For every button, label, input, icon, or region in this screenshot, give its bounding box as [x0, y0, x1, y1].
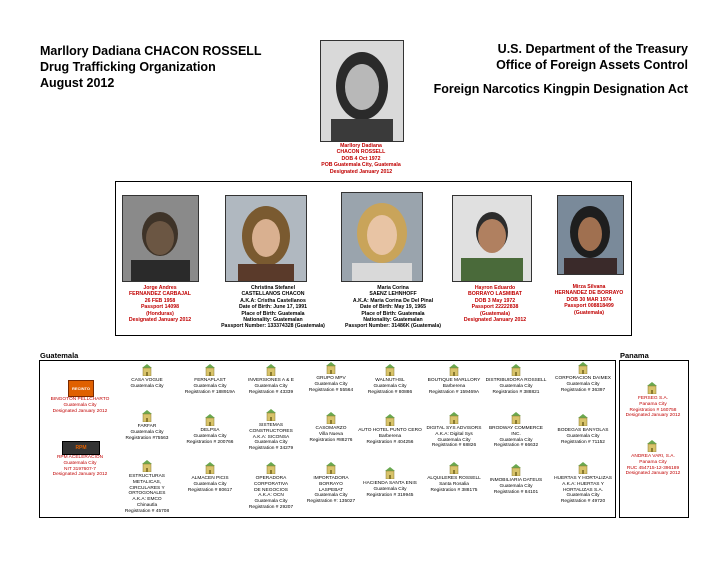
header-title: Marllory Dadiana CHACON ROSSELL — [40, 44, 262, 58]
company-text-line: RUC 454715-12-396189 — [626, 465, 680, 471]
company-text-line: FERNAPLAST — [194, 378, 226, 383]
associate-photo-1 — [122, 195, 199, 282]
company-text-line: Registration # 84101 — [493, 489, 539, 495]
associate-caption-2: Christina Stefanel CASTELLANOS CHACON A.K.A: Cristha Castellanos Date of Birth: June 17, 1991 Place of Birth: Guatemala Nationality: Guatemalan Passport Number: 133374328 (Guatemala) — [221, 285, 325, 330]
building-icon — [326, 462, 336, 474]
building-icon — [449, 412, 459, 424]
company-andrea-vari — [619, 454, 687, 477]
company-text-line: A.K.A: Digital Sys — [435, 431, 473, 437]
company-text-line: Guatemala City — [130, 383, 164, 389]
company-sistemas-constructores — [239, 423, 303, 452]
company-text-line: Registration # 80886 — [367, 389, 413, 395]
company-delpsa — [178, 428, 242, 445]
building-icon — [578, 362, 588, 374]
company-text-line: DELPSA — [200, 428, 220, 433]
company-text-line: DISTRIBUIDORA ROSSELL — [485, 378, 547, 383]
company-text-line: Registration # 71152 — [561, 439, 605, 445]
company-text-line: Guatemala City — [566, 493, 600, 499]
company-text-line: Guatemala City — [314, 381, 348, 387]
associate-caption-5: Mirza Silvana HERNANDEZ DE BORRAYO DOB 30 MAR 1974 Passport 008818499 (Guatemala) — [554, 284, 624, 316]
header-subtitle: Drug Trafficking Organization — [40, 60, 216, 74]
company-text-line: Registration # 55564 — [308, 387, 354, 393]
company-text-line: BRODWAY COMMERCE — [488, 426, 543, 431]
building-icon — [142, 364, 152, 376]
company-text-line: CIRCULARES Y — [129, 485, 165, 491]
building-icon — [511, 464, 521, 476]
header-left — [40, 43, 280, 91]
company-text-line: ESTRUCTURAS METALICAS, — [129, 474, 165, 485]
company-text-line: Guatemala City — [373, 383, 407, 389]
company-text-line: ANDREA VARI, S.A. — [631, 454, 675, 459]
company-text-line: HUERTAS Y HORTALIZAS — [554, 476, 612, 481]
company-text-line: Registration # 45708 — [124, 508, 170, 514]
company-text-line: Designated January 2012 — [52, 408, 108, 414]
building-icon — [449, 364, 459, 376]
company-text-line: Panama City — [639, 459, 667, 465]
company-text-line: Guatemala City — [437, 437, 471, 443]
company-text-line: BINGOTON PELLCHARTO — [50, 397, 110, 402]
company-text-line: Designated January 2012 — [625, 413, 681, 419]
company-text-line: GRUPO MPV — [316, 376, 346, 381]
company-huertas-hortalizas — [551, 476, 615, 505]
company-text-line: Registration # 404256 — [366, 439, 414, 445]
company-text-line: Registration # 29207 — [248, 504, 294, 510]
associate-caption-4: Hayron Eduardo BORRAYO LASMIBAT DOB 3 May 1972 Passport 22222838 (Guatemala) Designated January 2012 — [463, 285, 527, 324]
company-text-line: INVERSIONES A & E — [248, 378, 294, 383]
company-text-line: FERSEG S.A. — [637, 396, 669, 401]
company-brodway-commerce — [484, 426, 548, 449]
company-text-line: Registration # 34279 — [248, 446, 294, 452]
building-icon — [266, 364, 276, 376]
associate-caption-3: Maria Corina SAENZ LEHNHOFF A.K.A: Maria Corina De Del Pinal Date of Birth: May 19, 1965 Place of Birth: Guatemala Nationality: Guatemalan Passport Number: 31486K (Guatemala) — [344, 285, 441, 330]
company-text-line: A.K.A: HUERTAS Y — [562, 481, 604, 487]
principal-photo — [320, 40, 404, 142]
company-text-line: Panama City — [639, 401, 667, 407]
building-icon — [647, 382, 657, 394]
company-text-line: NIT 3197607-7 — [64, 466, 96, 472]
associate-photo-5 — [557, 195, 624, 275]
company-text-line: Registration #75563 — [125, 435, 169, 441]
company-grupo-mpv — [299, 376, 363, 393]
building-icon — [205, 462, 215, 474]
office-name: Office of Foreign Assets Control — [496, 58, 688, 72]
company-text-line: A.K.A: EMCO — [132, 497, 162, 503]
company-text-line: WALNUTHSL — [375, 378, 405, 383]
company-text-line: BORRAYO — [319, 481, 343, 487]
company-text-line: CORPORATIVA — [253, 481, 289, 487]
company-text-line: CASA VOGUE — [131, 378, 163, 383]
company-text-line: Chinautla — [136, 502, 158, 508]
company-text-line: Registration # 36397 — [560, 387, 606, 393]
company-text-line: Registration # 49720 — [560, 499, 606, 505]
building-icon — [205, 364, 215, 376]
building-icon — [511, 364, 521, 376]
building-icon — [511, 412, 521, 424]
company-importadora-borrayo — [299, 476, 363, 505]
company-text-line: RPM ACELERACION — [56, 455, 104, 460]
company-text-line: Guatemala City — [499, 383, 533, 389]
company-inmobiliaria-dateus — [484, 478, 548, 495]
company-text-line: BODEGAS BANYOLAS — [557, 428, 609, 433]
company-text-line: Registration # 80617 — [187, 487, 233, 493]
building-icon — [385, 364, 395, 376]
company-text-line: IMPORTADORA — [313, 476, 349, 481]
agency-name: U.S. Department of the Treasury — [497, 42, 688, 56]
company-text-line: ORTOGONALES — [128, 491, 166, 497]
company-text-line: AUTO HOTEL PUNTO CERO — [358, 428, 422, 433]
company-text-line: Registration #88276 — [309, 437, 353, 443]
company-text-line: A.K.A: SICONSA — [252, 434, 290, 440]
building-icon — [578, 462, 588, 474]
company-text-line: Guatemala City — [193, 481, 227, 487]
company-text-line: SISTEMAS — [258, 423, 284, 428]
building-icon — [326, 412, 336, 424]
company-hacienda-santa-enis — [358, 481, 422, 498]
associate-photo-3 — [341, 192, 423, 282]
company-text-line: Registration # 66632 — [493, 443, 539, 449]
act-name: Foreign Narcotics Kingpin Designation Act — [433, 82, 688, 96]
company-text-line: DE NEGOCIOS — [254, 487, 288, 493]
company-bodegas-banyolas — [551, 428, 615, 445]
company-casomarzo — [299, 426, 363, 443]
company-text-line: Guatemala City — [63, 402, 97, 408]
company-text-line: Guatemala City — [566, 433, 600, 439]
company-text-line: Registration # 43339 — [248, 389, 294, 395]
building-icon — [647, 440, 657, 452]
company-text-line: Barberena — [442, 383, 466, 389]
company-text-line: Guatemala City — [193, 433, 227, 439]
company-text-line: Guatemala City — [566, 381, 600, 387]
company-text-line: Guatemala City — [193, 383, 227, 389]
company-almacen-picis — [178, 476, 242, 493]
company-text-line: Guatemala City — [254, 499, 288, 505]
bingoton-logo: RECINTO — [68, 380, 94, 397]
company-text-line: Registration # 319945 — [366, 492, 414, 498]
building-icon — [385, 467, 395, 479]
rpm-logo: RPM — [62, 441, 100, 455]
associate-photo-2 — [225, 195, 307, 282]
company-text-line: CONSTRUCTORES — [249, 428, 293, 434]
company-text-line: ALMACEN PICIS — [191, 476, 229, 481]
building-icon — [266, 409, 276, 421]
company-auto-hotel-punto-cero — [358, 428, 422, 445]
company-operadora-corporativa — [239, 476, 303, 511]
company-text-line: Registration # 68826 — [431, 443, 477, 449]
company-text-line: FARFAR — [137, 424, 157, 429]
company-text-line: Designated January 2012 — [625, 471, 681, 477]
company-text-line: Registration #: 135027 — [306, 499, 356, 505]
building-icon — [142, 410, 152, 422]
company-text-line: Guatemala City — [254, 383, 288, 389]
company-text-line: A.K.A: OCN — [258, 493, 284, 499]
company-text-line: Registration # 188919A — [184, 389, 236, 395]
company-text-line: BOUTIQUE MARLLORY — [427, 378, 481, 383]
company-text-line: DIGITAL SYS ADVISORS — [426, 426, 482, 431]
company-text-line: Registration # 388821 — [492, 389, 540, 395]
building-icon — [326, 362, 336, 374]
company-text-line: HORTALIZAS S.A. — [562, 487, 604, 493]
company-estructuras-metalicas — [115, 474, 179, 515]
company-distribuidora-rossell — [484, 378, 548, 395]
bingoton-entity — [46, 397, 114, 414]
company-text-line: Guatemala City — [254, 440, 288, 446]
company-text-line: Guatemala City — [130, 429, 164, 435]
company-text-line: LASPEBAT — [318, 487, 344, 493]
company-alquileres-rossell — [422, 476, 486, 493]
company-text-line: Guatemala City — [499, 483, 533, 489]
company-text-line: Barberena — [378, 433, 402, 439]
company-fernaplast — [178, 378, 242, 395]
company-boutique-marllory — [422, 378, 486, 395]
header-date: August 2012 — [40, 76, 115, 90]
building-icon — [205, 414, 215, 426]
principal-caption: Marllory Dadiana CHACON ROSSELL DOB 4 Oct 1972 POB Guatemala City, Guatemala Designated January 2012 — [321, 143, 401, 175]
header-right — [430, 41, 688, 97]
company-text-line: INC. — [511, 431, 521, 437]
company-text-line: Guatemala City — [499, 437, 533, 443]
building-icon — [385, 414, 395, 426]
company-text-line: Designated January 2012 — [52, 472, 108, 478]
company-text-line: Guatemala City — [63, 460, 97, 466]
company-digital-sys-advisors — [422, 426, 486, 449]
company-walnuthsl — [358, 378, 422, 395]
company-text-line: ALQUILERES ROSSELL — [427, 476, 481, 481]
company-ferseg — [619, 396, 687, 419]
rpm-entity — [46, 455, 114, 478]
company-text-line: Registration # 159469A — [428, 389, 480, 395]
building-icon — [142, 460, 152, 472]
company-corporacion-daimex — [551, 376, 615, 393]
company-text-line: Guatemala City — [373, 486, 407, 492]
building-icon — [578, 414, 588, 426]
company-text-line: Guatemala City — [314, 493, 348, 499]
company-text-line: INMOBILIARIA DATEUS — [489, 478, 543, 483]
building-icon — [266, 462, 276, 474]
company-inversiones-ae — [239, 378, 303, 395]
company-text-line: Villa Nueva — [318, 431, 344, 437]
company-text-line: Registration # 160758 — [629, 407, 677, 413]
company-text-line: CORPORACION DAIMEX — [555, 376, 611, 381]
company-text-line: Registration # 200766 — [186, 439, 234, 445]
panama-label: Panama — [620, 351, 649, 360]
guatemala-label: Guatemala — [40, 351, 79, 360]
company-text-line: OPERADORA — [255, 476, 287, 481]
building-icon — [449, 462, 459, 474]
company-casa-vogue — [115, 378, 179, 390]
company-text-line: Registration # 388175 — [430, 487, 478, 493]
company-text-line: HACIENDA SANTA ENIS — [363, 481, 417, 486]
associate-photo-4 — [452, 195, 532, 282]
company-farfar — [115, 424, 179, 441]
associate-caption-1: Jorge Andres FERNANDEZ CARBAJAL 26 FEB 1958 Passport 14098 (Honduras) Designated January 2012 — [128, 285, 192, 324]
company-text-line: CASOMARZO — [315, 426, 347, 431]
company-text-line: Santa Rosalia — [439, 481, 469, 487]
